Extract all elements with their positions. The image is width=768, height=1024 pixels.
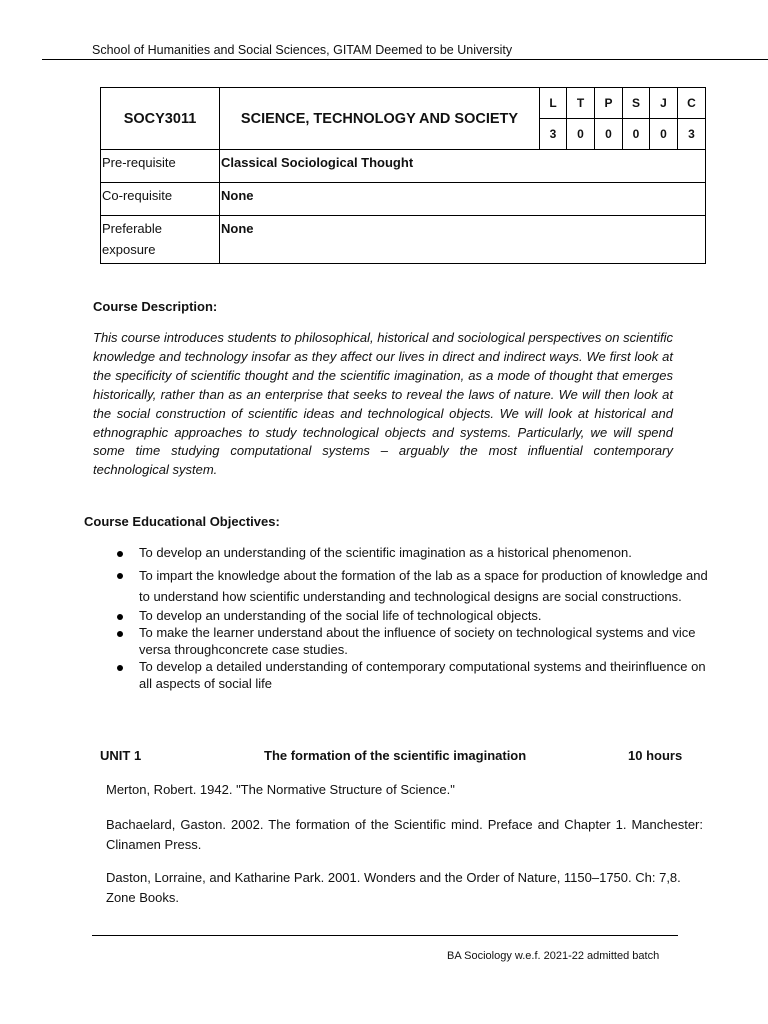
ltpsjc-value: 0 bbox=[595, 119, 623, 150]
ltpsjc-header: T bbox=[567, 88, 595, 119]
ltpsjc-header: J bbox=[650, 88, 678, 119]
bullet-icon bbox=[117, 631, 123, 637]
reference-item: Bachaelard, Gaston. 2002. The formation of the Scientific mind. Preface and Chapter 1. Manchester: Clinamen Press. bbox=[106, 817, 703, 852]
header-divider bbox=[42, 59, 768, 60]
course-title: SCIENCE, TECHNOLOGY AND SOCIETY bbox=[220, 88, 540, 150]
unit-hours: 10 hours bbox=[628, 748, 683, 763]
bullet-icon bbox=[117, 614, 123, 620]
list-item: To develop an understanding of the scientific imagination as a historical phenomenon. bbox=[139, 544, 719, 562]
ltpsjc-header: P bbox=[595, 88, 623, 119]
description-heading: Course Description: bbox=[93, 299, 218, 314]
bullet-icon bbox=[117, 573, 123, 579]
ltpsjc-value: 3 bbox=[540, 119, 567, 150]
list-item: To develop a detailed understanding of contemporary computational systems and theirinfluence on all aspects of social life bbox=[139, 658, 719, 692]
preferable-exposure-value: None bbox=[220, 216, 706, 264]
list-item: To make the learner understand about the influence of society on technological systems and vice versa throughconcrete case studies. bbox=[139, 624, 719, 658]
objectives-heading: Course Educational Objectives: bbox=[84, 514, 280, 529]
corequisite-label: Co-requisite bbox=[101, 183, 220, 216]
course-description: This course introduces students to philosophical, historical and sociological perspectives on scientific knowledge and technology insofar as they affect our lives in direct and indirect ways. We first look at the specificity of scientific thought and the scientific imagination, as a mode of thought that emerges historically, rather than as an enterprise that seeks to reveal the laws of nature. We will then look at the social construction of scientific ideas and technological objects. We will look at historical and ethnographic approaches to study technological objects and systems. Particularly, we will spend some time studying computational systems – arguably the most influential contemporary technological system. bbox=[93, 330, 673, 478]
page-header: School of Humanities and Social Sciences, GITAM Deemed to be University bbox=[92, 43, 513, 57]
ltpsjc-value: 0 bbox=[623, 119, 650, 150]
ltpsjc-value: 3 bbox=[678, 119, 706, 150]
ltpsjc-header: S bbox=[623, 88, 650, 119]
bullet-icon bbox=[117, 665, 123, 671]
ltpsjc-header: L bbox=[540, 88, 567, 119]
unit-label: UNIT 1 bbox=[100, 748, 142, 763]
course-code: SOCY3011 bbox=[101, 88, 220, 150]
reference-item: Daston, Lorraine, and Katharine Park. 2001. Wonders and the Order of Nature, 1150–1750. Ch: 7,8. Zone Books. bbox=[106, 870, 681, 905]
objectives-list bbox=[100, 544, 719, 692]
course-info-table bbox=[100, 87, 706, 264]
preferable-exposure-label: Preferable exposure bbox=[101, 216, 220, 264]
unit-title: The formation of the scientific imagination bbox=[264, 748, 527, 763]
corequisite-value: None bbox=[220, 183, 706, 216]
prerequisite-value: Classical Sociological Thought bbox=[220, 150, 706, 183]
bullet-icon bbox=[117, 551, 123, 557]
footer-divider bbox=[92, 935, 678, 936]
prerequisite-label: Pre-requisite bbox=[101, 150, 220, 183]
page-footer: BA Sociology w.e.f. 2021-22 admitted batch bbox=[447, 950, 660, 962]
list-item: To impart the knowledge about the formation of the lab as a space for production of knowledge and to understand how scientific understanding and technological designs are social constructions. bbox=[139, 566, 719, 607]
list-item: To develop an understanding of the social life of technological objects. bbox=[139, 607, 719, 624]
reference-item: Merton, Robert. 1942. "The Normative Structure of Science." bbox=[106, 782, 455, 797]
ltpsjc-value: 0 bbox=[567, 119, 595, 150]
ltpsjc-header: C bbox=[678, 88, 706, 119]
ltpsjc-value: 0 bbox=[650, 119, 678, 150]
